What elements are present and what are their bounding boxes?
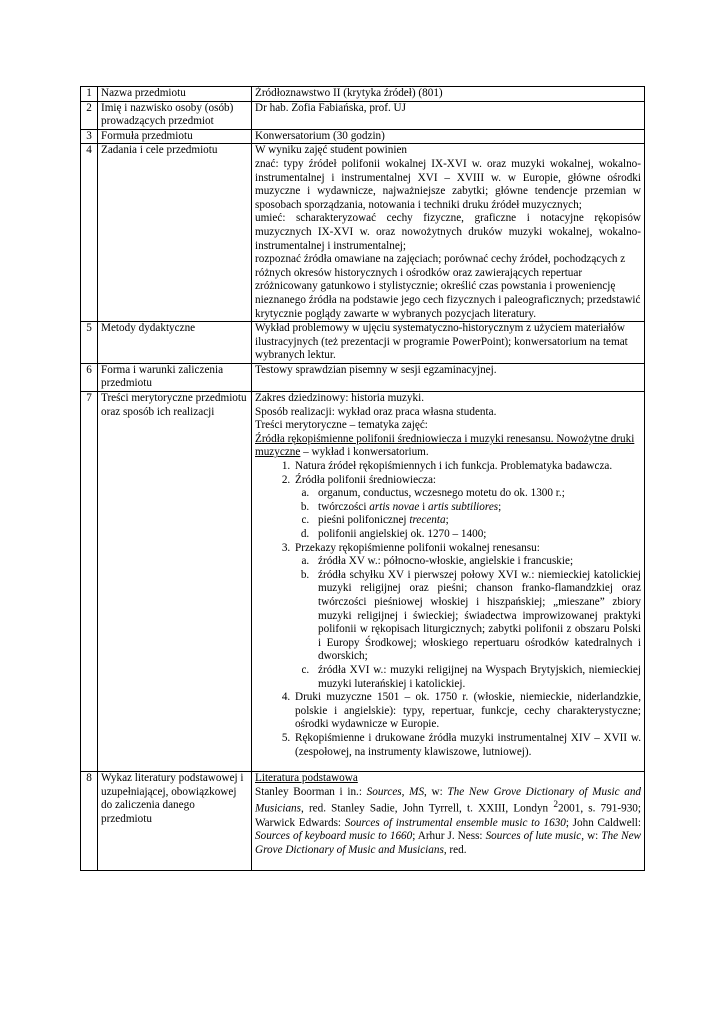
text: ; John Caldwell: xyxy=(565,816,641,829)
text: , red. xyxy=(443,843,467,856)
row-number: 1 xyxy=(81,87,98,102)
row-label: Treści merytoryczne przedmiotu oraz sposób ich realizacji xyxy=(98,392,252,772)
row-value xyxy=(252,392,645,772)
list-item-text: Źródła polifonii średniowiecza: xyxy=(295,473,437,486)
row-label: Metody dydaktyczne xyxy=(98,322,252,364)
table-row xyxy=(81,87,645,102)
text: , red. Stanley Sadie, John Tyrrell, t. XXIII, Londyn xyxy=(301,803,554,816)
sub-list-item: a. źródła XV w.: północno-włoskie, angielskie i francuskie; xyxy=(312,555,641,569)
row-number: 7 xyxy=(81,392,98,772)
spacer xyxy=(255,759,641,771)
text: twórczości xyxy=(318,500,370,513)
row-value xyxy=(252,144,645,322)
goals-knowledge: znać: typy źródeł polifonii wokalnej IX-XVI w. oraz muzyki wokalnej, wokalno-instrumentalnej i instrumentalnej XVI – XVIII w. w Europie, główne ośrodki muzyczne i wydawnicze, najważniejsze zabytki; główne tendencje przemian w sposobach sporządzania, notowania i techniki druku źródeł muzycznych; xyxy=(255,157,641,211)
content-scope: Zakres dziedzinowy: historia muzyki. xyxy=(255,392,425,405)
row-value xyxy=(252,772,645,871)
row-number: 4 xyxy=(81,144,98,322)
superscript: 2 xyxy=(553,800,558,811)
italic-text: artis subtiliores xyxy=(428,500,499,513)
table-row xyxy=(81,772,645,871)
goals-competences: rozpoznać źródła omawiane na zajęciach; porównać cechy źródeł, pochodzących z różnych okresów historycznych i ośrodków oraz zawierających repertuar zróżnicowany gatunkowo i stylistycznie; określić czas powstania i proweniencję nieznanego źródła na podstawie jego cech fizycznych i paleograficznych; przedstawić krytycznie poglądy zawarte w wybranych pozycjach literatury. xyxy=(255,253,641,320)
row-number: 6 xyxy=(81,363,98,391)
table-row xyxy=(81,129,645,144)
literature-text xyxy=(255,786,641,858)
text: ; xyxy=(498,500,502,513)
row-number: 5 xyxy=(81,322,98,364)
goals-intro: W wyniku zajęć student powinien xyxy=(255,144,408,157)
row-label: Nazwa przedmiotu xyxy=(98,87,252,102)
sub-list xyxy=(295,555,641,691)
list-item: 4. Druki muzyczne 1501 – ok. 1750 r. (włoskie, niemieckie, niderlandzkie, polskie i angielskie): typy, repertuar, funkcje, cechy charakterystyczne; ośrodki wydawnicze w Europie. xyxy=(293,691,641,732)
syllabus-table xyxy=(80,86,645,871)
row-number: 2 xyxy=(81,101,98,129)
table-row xyxy=(81,363,645,391)
sub-list-item xyxy=(312,514,641,528)
sub-list xyxy=(295,487,641,541)
list-item: 5. Rękopiśmienne i drukowane źródła muzyki instrumentalnej XIV – XVII w. (zespołowej, na instrumenty klawiszowe, lutniowej). xyxy=(293,732,641,759)
text: ; xyxy=(445,514,449,527)
italic-text: trecenta xyxy=(409,514,446,527)
content-topics-heading: Treści merytoryczne – tematyka zajęć: xyxy=(255,419,428,432)
text: Stanley Boorman i in.: xyxy=(255,785,367,798)
row-number: 8 xyxy=(81,772,98,871)
row-label: Imię i nazwisko osoby (osób) prowadzących przedmiot xyxy=(98,101,252,129)
row-value: Wykład problemowy w ujęciu systematyczno-historycznym z użyciem materiałów ilustracyjnych (też prezentacji w programie PowerPoint); konwersatorium na temat wybranych lektur. xyxy=(252,322,645,364)
italic-text: artis novae xyxy=(369,500,420,513)
course-title-rest: – wykład i konwersatorium. xyxy=(300,446,429,459)
row-label: Zadania i cele przedmiotu xyxy=(98,144,252,322)
sub-list-item: a. organum, conductus, wczesnego motetu do ok. 1300 r.; xyxy=(312,487,641,501)
italic-text: Sources of lute music xyxy=(485,830,582,843)
text: 2001, s. 791-930; Warwick Edwards: xyxy=(255,803,641,829)
row-label: Forma i warunki zaliczenia przedmiotu xyxy=(98,363,252,391)
list-item xyxy=(293,474,641,542)
row-label: Wykaz literatury podstawowej i uzupełniającej, obowiązkowej do zaliczenia danego przedmiotu xyxy=(98,772,252,871)
sub-list-item: c. źródła XVI w.: muzyki religijnej na Wyspach Brytyjskich, niemieckiej muzyki luterańskiej i katolickiej. xyxy=(312,664,641,691)
content-course-title xyxy=(255,433,641,460)
goals-skills: umieć: scharakteryzować cechy fizyczne, graficzne i notacyjne rękopisów muzycznych IX-XVI w. oraz nowożytnych druków muzyki wokalnej, wokalno-instrumentalnej i instrumentalnej; xyxy=(255,212,641,252)
content-method: Sposób realizacji: wykład oraz praca własna studenta. xyxy=(255,405,497,418)
sub-list-item xyxy=(312,501,641,515)
italic-text: Sources, MS xyxy=(366,785,425,798)
italic-text: Sources of keyboard music to 1660 xyxy=(255,830,413,843)
italic-text: Sources of instrumental ensemble music to 1630 xyxy=(344,816,566,829)
table-row xyxy=(81,144,645,322)
text: pieśni polifonicznej xyxy=(318,514,410,527)
row-value: Źródłoznawstwo II (krytyka źródeł) (801) xyxy=(252,87,645,102)
list-item: 1. Natura źródeł rękopiśmiennych i ich funkcja. Problematyka badawcza. xyxy=(293,460,641,474)
row-number: 3 xyxy=(81,129,98,144)
text: , w: xyxy=(581,830,602,843)
text: i xyxy=(419,500,428,513)
literature-heading: Literatura podstawowa xyxy=(255,772,358,785)
list-item-text: Przekazy rękopiśmienne polifonii wokalnej renesansu: xyxy=(295,541,540,554)
table-row xyxy=(81,392,645,772)
topics-list xyxy=(255,460,641,759)
row-value: Testowy sprawdzian pisemny w sesji egzaminacyjnej. xyxy=(252,363,645,391)
text: , w: xyxy=(424,785,448,798)
row-label: Formuła przedmiotu xyxy=(98,129,252,144)
row-value: Dr hab. Zofia Fabiańska, prof. UJ xyxy=(252,101,645,129)
text: ; Arhur J. Ness: xyxy=(412,830,486,843)
list-item xyxy=(293,542,641,692)
sub-list-item: b. źródła schyłku XV i pierwszej połowy XVI w.: niemieckiej katolickiej muzyki religijnej oraz pieśni; chanson franko-flamandzkiej oraz twórczości pieśniowej włoskiej i hiszpańskiej; „mieszane” zbiory muzyki religijnej i świeckiej; świadectwa improwizowanej praktyki polifonii w rękopisach liturgicznych; zabytki polifonii z obszaru Polski i Europy Środkowej; włoskiego repertuaru ośrodków katedralnych i dworskich; xyxy=(312,569,641,664)
italic-text: The New Grove Dictionary of Music and Musicians xyxy=(255,830,641,856)
literature-block xyxy=(255,772,641,870)
table-row xyxy=(81,322,645,364)
table-row xyxy=(81,101,645,129)
sub-list-item: d. polifonii angielskiej ok. 1270 – 1400; xyxy=(312,528,641,542)
row-value: Konwersatorium (30 godzin) xyxy=(252,129,645,144)
italic-text: The New Grove Dictionary of Music and Musicians xyxy=(255,785,641,816)
course-title-underlined: Źródła rękopiśmienne polifonii średniowiecza i muzyki renesansu. Nowożytne druki muzyczne xyxy=(255,432,635,459)
